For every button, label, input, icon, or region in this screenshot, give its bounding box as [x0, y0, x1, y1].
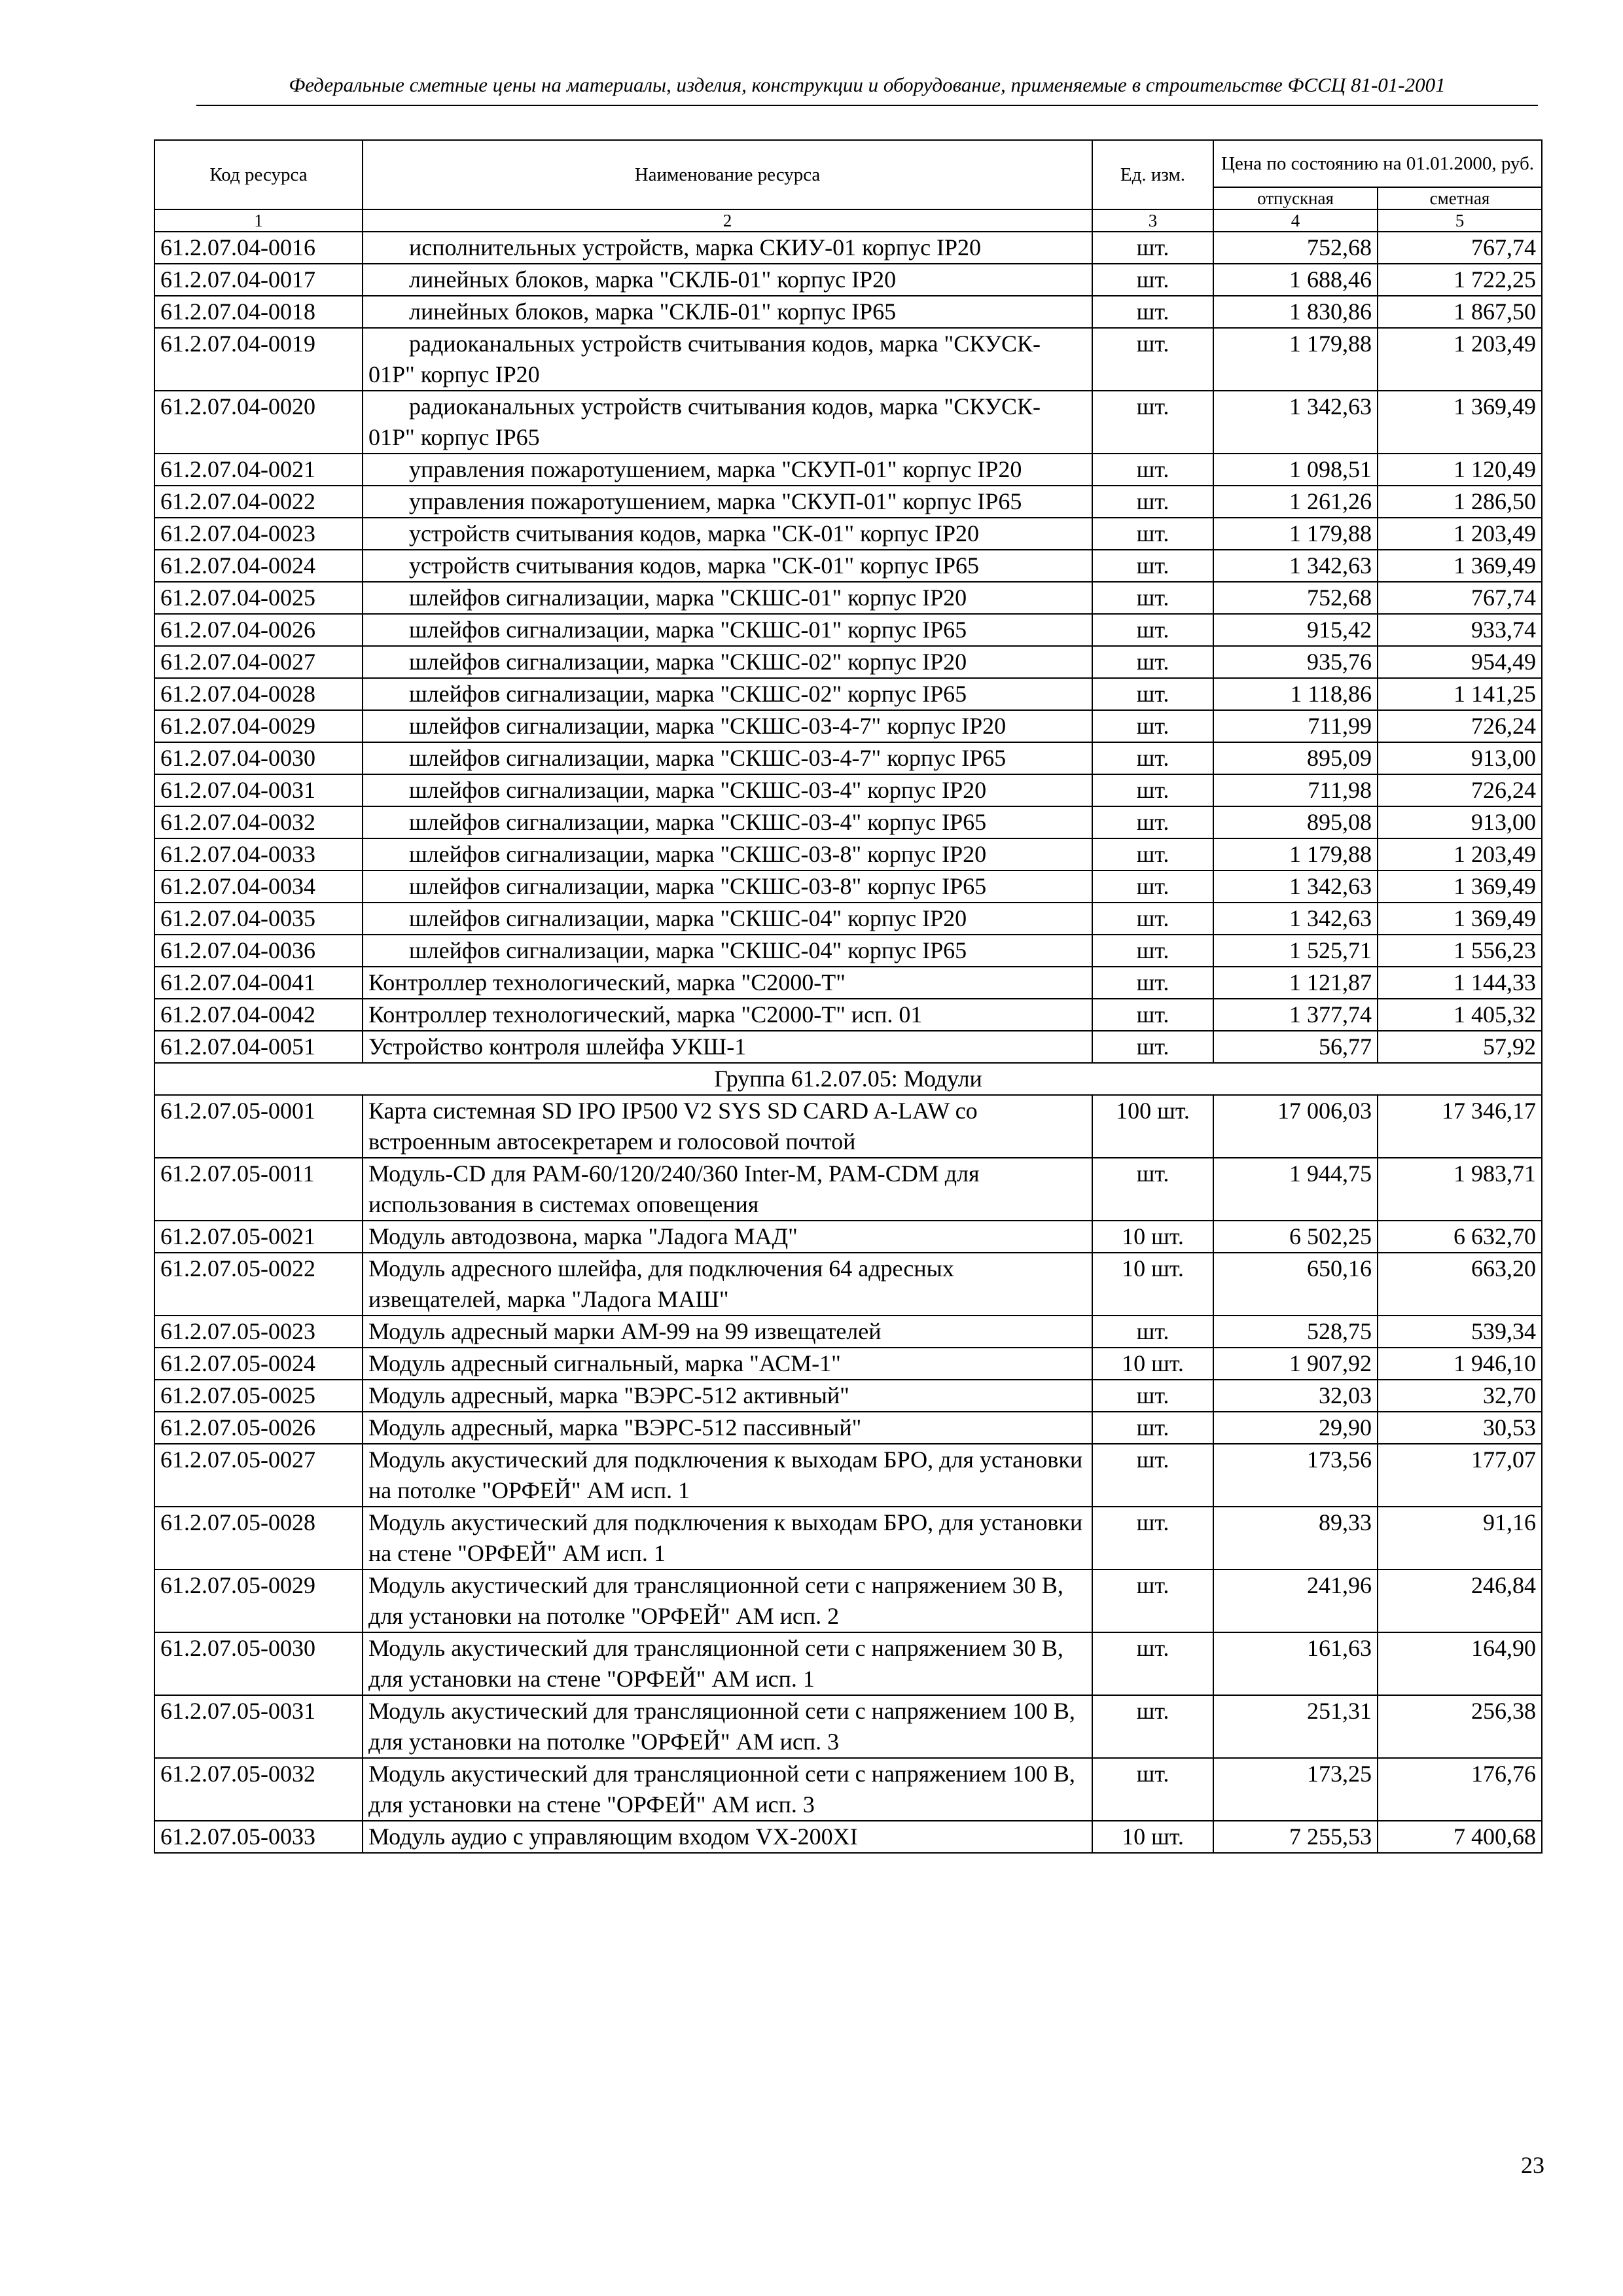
estimate-price: 1 286,50: [1378, 486, 1542, 518]
release-price: 1 179,88: [1213, 838, 1378, 870]
release-price: 711,98: [1213, 774, 1378, 806]
table-row: [154, 1507, 1542, 1570]
release-price: 895,09: [1213, 742, 1378, 774]
table-row: [154, 550, 1542, 582]
estimate-price: 91,16: [1378, 1507, 1542, 1570]
resource-code: 61.2.07.05-0027: [154, 1444, 363, 1507]
unit-of-measure: 10 шт.: [1092, 1821, 1213, 1853]
table-row: [154, 296, 1542, 328]
estimate-price: 726,24: [1378, 774, 1542, 806]
table-row: [154, 582, 1542, 614]
resource-code: 61.2.07.05-0032: [154, 1758, 363, 1821]
resource-code: 61.2.07.05-0021: [154, 1221, 363, 1253]
unit-of-measure: 10 шт.: [1092, 1221, 1213, 1253]
resource-code: 61.2.07.04-0051: [154, 1031, 363, 1063]
unit-of-measure: 100 шт.: [1092, 1095, 1213, 1158]
resource-name: Модуль акустический для трансляционной сети с напряжением 100 В, для установки на стене "ОРФЕЙ" АМ исп. 3: [363, 1758, 1092, 1821]
release-price: 1 342,63: [1213, 550, 1378, 582]
unit-of-measure: шт.: [1092, 328, 1213, 391]
release-price: 752,68: [1213, 232, 1378, 264]
unit-of-measure: шт.: [1092, 678, 1213, 710]
resource-name: Модуль адресного шлейфа, для подключения 64 адресных извещателей, марка "Ладога МАШ": [363, 1253, 1092, 1316]
estimate-price: 164,90: [1378, 1632, 1542, 1695]
resource-code: 61.2.07.05-0023: [154, 1316, 363, 1348]
table-row: [154, 391, 1542, 454]
resource-name: шлейфов сигнализации, марка "СКШС-03-8" корпус IP65: [363, 870, 1092, 903]
unit-of-measure: шт.: [1092, 232, 1213, 264]
release-price: 1 342,63: [1213, 391, 1378, 454]
unit-of-measure: шт.: [1092, 391, 1213, 454]
column-number: 1: [154, 209, 363, 232]
estimate-price: 1 983,71: [1378, 1158, 1542, 1221]
release-price: 895,08: [1213, 806, 1378, 838]
table-row: [154, 1031, 1542, 1063]
table-row: [154, 1758, 1542, 1821]
unit-of-measure: шт.: [1092, 1031, 1213, 1063]
table-row: [154, 232, 1542, 264]
resource-code: 61.2.07.04-0033: [154, 838, 363, 870]
resource-name: Устройство контроля шлейфа УКШ-1: [363, 1031, 1092, 1063]
resource-code: 61.2.07.04-0032: [154, 806, 363, 838]
table-row: [154, 454, 1542, 486]
table-row: [154, 742, 1542, 774]
resource-name: исполнительных устройств, марка СКИУ-01 корпус IP20: [363, 232, 1092, 264]
release-price: 1 179,88: [1213, 518, 1378, 550]
release-price: 17 006,03: [1213, 1095, 1378, 1158]
release-price: 1 944,75: [1213, 1158, 1378, 1221]
table-row: [154, 1380, 1542, 1412]
estimate-price: 1 369,49: [1378, 550, 1542, 582]
release-price: 89,33: [1213, 1507, 1378, 1570]
unit-of-measure: шт.: [1092, 870, 1213, 903]
resource-name: шлейфов сигнализации, марка "СКШС-04" корпус IP65: [363, 935, 1092, 967]
resource-code: 61.2.07.04-0031: [154, 774, 363, 806]
header-estimate-price: сметная: [1378, 187, 1542, 209]
resource-name: шлейфов сигнализации, марка "СКШС-03-4-7" корпус IP65: [363, 742, 1092, 774]
resource-name: линейных блоков, марка "СКЛБ-01" корпус IP65: [363, 296, 1092, 328]
estimate-price: 1 867,50: [1378, 296, 1542, 328]
release-price: 7 255,53: [1213, 1821, 1378, 1853]
table-row: [154, 1221, 1542, 1253]
header-unit: Ед. изм.: [1092, 140, 1213, 209]
column-number: 2: [363, 209, 1092, 232]
resource-code: 61.2.07.04-0023: [154, 518, 363, 550]
release-price: 915,42: [1213, 614, 1378, 646]
release-price: 56,77: [1213, 1031, 1378, 1063]
unit-of-measure: 10 шт.: [1092, 1348, 1213, 1380]
resource-code: 61.2.07.05-0011: [154, 1158, 363, 1221]
release-price: 1 098,51: [1213, 454, 1378, 486]
resource-code: 61.2.07.05-0030: [154, 1632, 363, 1695]
column-number: 4: [1213, 209, 1378, 232]
page-header: Федеральные сметные цены на материалы, изделия, конструкции и оборудование, применяемые в строительстве ФССЦ 81-01-2001: [289, 73, 1446, 96]
release-price: 6 502,25: [1213, 1221, 1378, 1253]
unit-of-measure: шт.: [1092, 1632, 1213, 1695]
estimate-price: 663,20: [1378, 1253, 1542, 1316]
resource-name: Модуль адресный марки АМ-99 на 99 извещателей: [363, 1316, 1092, 1348]
estimate-price: 767,74: [1378, 582, 1542, 614]
table-row: [154, 646, 1542, 678]
table-row: [154, 838, 1542, 870]
resource-code: 61.2.07.05-0028: [154, 1507, 363, 1570]
table-row: [154, 328, 1542, 391]
estimate-price: 1 946,10: [1378, 1348, 1542, 1380]
table-row: [154, 518, 1542, 550]
release-price: 1 342,63: [1213, 870, 1378, 903]
release-price: 711,99: [1213, 710, 1378, 742]
resource-name: шлейфов сигнализации, марка "СКШС-01" корпус IP65: [363, 614, 1092, 646]
header-divider: [196, 105, 1538, 106]
estimate-price: 246,84: [1378, 1570, 1542, 1632]
release-price: 173,56: [1213, 1444, 1378, 1507]
table-row: [154, 903, 1542, 935]
release-price: 1 179,88: [1213, 328, 1378, 391]
estimate-price: 1 203,49: [1378, 838, 1542, 870]
resource-name: шлейфов сигнализации, марка "СКШС-01" корпус IP20: [363, 582, 1092, 614]
table-row: [154, 710, 1542, 742]
resource-name: радиоканальных устройств считывания кодов, марка "СКУСК- 01Р" корпус IP65: [363, 391, 1092, 454]
resource-name: шлейфов сигнализации, марка "СКШС-02" корпус IP20: [363, 646, 1092, 678]
resource-name: Модуль адресный, марка "ВЭРС-512 пассивный": [363, 1412, 1092, 1444]
resource-code: 61.2.07.05-0026: [154, 1412, 363, 1444]
resource-name: Модуль адресный, марка "ВЭРС-512 активный": [363, 1380, 1092, 1412]
release-price: 1 830,86: [1213, 296, 1378, 328]
unit-of-measure: шт.: [1092, 903, 1213, 935]
estimate-price: 32,70: [1378, 1380, 1542, 1412]
table-row: [154, 1695, 1542, 1758]
estimate-price: 6 632,70: [1378, 1221, 1542, 1253]
group-title: Группа 61.2.07.05: Модули: [154, 1063, 1542, 1095]
estimate-price: 1 144,33: [1378, 967, 1542, 999]
release-price: 173,25: [1213, 1758, 1378, 1821]
estimate-price: 539,34: [1378, 1316, 1542, 1348]
unit-of-measure: шт.: [1092, 935, 1213, 967]
estimate-price: 1 203,49: [1378, 328, 1542, 391]
estimate-price: 1 369,49: [1378, 870, 1542, 903]
estimate-price: 1 556,23: [1378, 935, 1542, 967]
unit-of-measure: шт.: [1092, 742, 1213, 774]
estimate-price: 1 369,49: [1378, 903, 1542, 935]
resource-name: устройств считывания кодов, марка "СК-01" корпус IP65: [363, 550, 1092, 582]
release-price: 1 121,87: [1213, 967, 1378, 999]
estimate-price: 256,38: [1378, 1695, 1542, 1758]
resource-code: 61.2.07.04-0017: [154, 264, 363, 296]
unit-of-measure: шт.: [1092, 967, 1213, 999]
table-row: [154, 1821, 1542, 1853]
unit-of-measure: шт.: [1092, 710, 1213, 742]
estimate-price: 57,92: [1378, 1031, 1542, 1063]
estimate-price: 726,24: [1378, 710, 1542, 742]
release-price: 241,96: [1213, 1570, 1378, 1632]
group-04-rows: [154, 232, 1542, 1063]
table-row: [154, 1444, 1542, 1507]
unit-of-measure: шт.: [1092, 1758, 1213, 1821]
estimate-price: 17 346,17: [1378, 1095, 1542, 1158]
table-row: [154, 264, 1542, 296]
resource-code: 61.2.07.04-0018: [154, 296, 363, 328]
table-row: [154, 999, 1542, 1031]
resource-name: Модуль адресный сигнальный, марка "АСМ-1": [363, 1348, 1092, 1380]
resource-name: Модуль акустический для подключения к выходам БРО, для установки на потолке "ОРФЕЙ" АМ исп. 1: [363, 1444, 1092, 1507]
unit-of-measure: шт.: [1092, 296, 1213, 328]
resource-name: управления пожаротушением, марка "СКУП-01" корпус IP65: [363, 486, 1092, 518]
table-row: [154, 774, 1542, 806]
price-table: [154, 139, 1543, 1854]
table-row: [154, 678, 1542, 710]
estimate-price: 1 722,25: [1378, 264, 1542, 296]
table-row: [154, 935, 1542, 967]
unit-of-measure: шт.: [1092, 264, 1213, 296]
resource-code: 61.2.07.04-0028: [154, 678, 363, 710]
unit-of-measure: шт.: [1092, 999, 1213, 1031]
resource-code: 61.2.07.04-0034: [154, 870, 363, 903]
resource-code: 61.2.07.04-0026: [154, 614, 363, 646]
estimate-price: 767,74: [1378, 232, 1542, 264]
resource-name: Карта системная SD IPO IP500 V2 SYS SD CARD A-LAW со встроенным автосекретарем и голосовой почтой: [363, 1095, 1092, 1158]
unit-of-measure: шт.: [1092, 806, 1213, 838]
group-05-heading: [154, 1063, 1542, 1095]
estimate-price: 1 369,49: [1378, 391, 1542, 454]
unit-of-measure: шт.: [1092, 838, 1213, 870]
release-price: 1 342,63: [1213, 903, 1378, 935]
resource-name: Модуль автодозвона, марка "Ладога МАД": [363, 1221, 1092, 1253]
table-row: [154, 614, 1542, 646]
resource-code: 61.2.07.04-0042: [154, 999, 363, 1031]
resource-code: 61.2.07.04-0029: [154, 710, 363, 742]
column-number: 5: [1378, 209, 1542, 232]
resource-code: 61.2.07.05-0033: [154, 1821, 363, 1853]
estimate-price: 176,76: [1378, 1758, 1542, 1821]
resource-name: Модуль акустический для трансляционной сети с напряжением 100 В, для установки на потолке "ОРФЕЙ" АМ исп. 3: [363, 1695, 1092, 1758]
table-row: [154, 1095, 1542, 1158]
release-price: 650,16: [1213, 1253, 1378, 1316]
unit-of-measure: шт.: [1092, 518, 1213, 550]
header-name: Наименование ресурса: [363, 140, 1092, 209]
unit-of-measure: шт.: [1092, 1412, 1213, 1444]
column-number: 3: [1092, 209, 1213, 232]
unit-of-measure: шт.: [1092, 454, 1213, 486]
estimate-price: 1 405,32: [1378, 999, 1542, 1031]
resource-code: 61.2.07.04-0024: [154, 550, 363, 582]
release-price: 29,90: [1213, 1412, 1378, 1444]
table-row: [154, 1412, 1542, 1444]
resource-name: Модуль акустический для подключения к выходам БРО, для установки на стене "ОРФЕЙ" АМ исп. 1: [363, 1507, 1092, 1570]
table-row: [154, 1158, 1542, 1221]
release-price: 752,68: [1213, 582, 1378, 614]
table-row: [154, 1253, 1542, 1316]
resource-code: 61.2.07.05-0031: [154, 1695, 363, 1758]
estimate-price: 913,00: [1378, 742, 1542, 774]
unit-of-measure: шт.: [1092, 774, 1213, 806]
estimate-price: 933,74: [1378, 614, 1542, 646]
unit-of-measure: шт.: [1092, 1158, 1213, 1221]
estimate-price: 1 120,49: [1378, 454, 1542, 486]
resource-code: 61.2.07.05-0022: [154, 1253, 363, 1316]
unit-of-measure: шт.: [1092, 1444, 1213, 1507]
resource-code: 61.2.07.04-0036: [154, 935, 363, 967]
resource-name: Модуль аудио с управляющим входом VX-200XI: [363, 1821, 1092, 1853]
release-price: 935,76: [1213, 646, 1378, 678]
unit-of-measure: шт.: [1092, 582, 1213, 614]
unit-of-measure: шт.: [1092, 486, 1213, 518]
group-05-rows: [154, 1095, 1542, 1853]
resource-code: 61.2.07.04-0041: [154, 967, 363, 999]
unit-of-measure: шт.: [1092, 646, 1213, 678]
resource-code: 61.2.07.04-0019: [154, 328, 363, 391]
header-release-price: отпускная: [1213, 187, 1378, 209]
resource-code: 61.2.07.04-0022: [154, 486, 363, 518]
estimate-price: 954,49: [1378, 646, 1542, 678]
page-number: 23: [1521, 2152, 1544, 2178]
release-price: 161,63: [1213, 1632, 1378, 1695]
unit-of-measure: шт.: [1092, 614, 1213, 646]
resource-code: 61.2.07.05-0025: [154, 1380, 363, 1412]
resource-name: шлейфов сигнализации, марка "СКШС-03-8" корпус IP20: [363, 838, 1092, 870]
estimate-price: 177,07: [1378, 1444, 1542, 1507]
release-price: 1 261,26: [1213, 486, 1378, 518]
estimate-price: 913,00: [1378, 806, 1542, 838]
resource-name: линейных блоков, марка "СКЛБ-01" корпус IP20: [363, 264, 1092, 296]
resource-name: шлейфов сигнализации, марка "СКШС-03-4" корпус IP20: [363, 774, 1092, 806]
estimate-price: 7 400,68: [1378, 1821, 1542, 1853]
unit-of-measure: шт.: [1092, 1507, 1213, 1570]
resource-code: 61.2.07.04-0027: [154, 646, 363, 678]
table-row: [154, 486, 1542, 518]
release-price: 1 525,71: [1213, 935, 1378, 967]
header-price-group: Цена по состоянию на 01.01.2000, руб.: [1213, 140, 1542, 187]
release-price: 1 907,92: [1213, 1348, 1378, 1380]
resource-code: 61.2.07.05-0001: [154, 1095, 363, 1158]
resource-code: 61.2.07.04-0035: [154, 903, 363, 935]
release-price: 32,03: [1213, 1380, 1378, 1412]
resource-name: шлейфов сигнализации, марка "СКШС-04" корпус IP20: [363, 903, 1092, 935]
release-price: 1 688,46: [1213, 264, 1378, 296]
table-row: [154, 870, 1542, 903]
resource-name: Модуль акустический для трансляционной сети с напряжением 30 В, для установки на стене "ОРФЕЙ" АМ исп. 1: [363, 1632, 1092, 1695]
table-row: [154, 967, 1542, 999]
resource-code: 61.2.07.04-0025: [154, 582, 363, 614]
table-row: [154, 806, 1542, 838]
unit-of-measure: шт.: [1092, 1380, 1213, 1412]
table-row: [154, 1632, 1542, 1695]
unit-of-measure: 10 шт.: [1092, 1253, 1213, 1316]
header-code: Код ресурса: [154, 140, 363, 209]
release-price: 251,31: [1213, 1695, 1378, 1758]
resource-name: шлейфов сигнализации, марка "СКШС-03-4" корпус IP65: [363, 806, 1092, 838]
unit-of-measure: шт.: [1092, 1695, 1213, 1758]
table-row: [154, 1316, 1542, 1348]
release-price: 528,75: [1213, 1316, 1378, 1348]
release-price: 1 118,86: [1213, 678, 1378, 710]
resource-name: Контроллер технологический, марка "С2000-Т": [363, 967, 1092, 999]
resource-name: устройств считывания кодов, марка "СК-01" корпус IP20: [363, 518, 1092, 550]
resource-code: 61.2.07.05-0024: [154, 1348, 363, 1380]
estimate-price: 1 141,25: [1378, 678, 1542, 710]
resource-name: шлейфов сигнализации, марка "СКШС-03-4-7" корпус IP20: [363, 710, 1092, 742]
resource-code: 61.2.07.05-0029: [154, 1570, 363, 1632]
resource-name: Модуль-CD для PAM-60/120/240/360 Inter-M, PAM-CDM для использования в системах оповещения: [363, 1158, 1092, 1221]
table-header: [154, 140, 1542, 232]
resource-name: радиоканальных устройств считывания кодов, марка "СКУСК- 01Р" корпус IP20: [363, 328, 1092, 391]
estimate-price: 1 203,49: [1378, 518, 1542, 550]
release-price: 1 377,74: [1213, 999, 1378, 1031]
resource-code: 61.2.07.04-0030: [154, 742, 363, 774]
unit-of-measure: шт.: [1092, 1316, 1213, 1348]
resource-name: Контроллер технологический, марка "С2000-Т" исп. 01: [363, 999, 1092, 1031]
table-row: [154, 1570, 1542, 1632]
resource-name: Модуль акустический для трансляционной сети с напряжением 30 В, для установки на потолке "ОРФЕЙ" АМ исп. 2: [363, 1570, 1092, 1632]
resource-code: 61.2.07.04-0021: [154, 454, 363, 486]
resource-code: 61.2.07.04-0020: [154, 391, 363, 454]
unit-of-measure: шт.: [1092, 1570, 1213, 1632]
resource-name: управления пожаротушением, марка "СКУП-01" корпус IP20: [363, 454, 1092, 486]
resource-name: шлейфов сигнализации, марка "СКШС-02" корпус IP65: [363, 678, 1092, 710]
unit-of-measure: шт.: [1092, 550, 1213, 582]
table-row: [154, 1348, 1542, 1380]
estimate-price: 30,53: [1378, 1412, 1542, 1444]
resource-code: 61.2.07.04-0016: [154, 232, 363, 264]
